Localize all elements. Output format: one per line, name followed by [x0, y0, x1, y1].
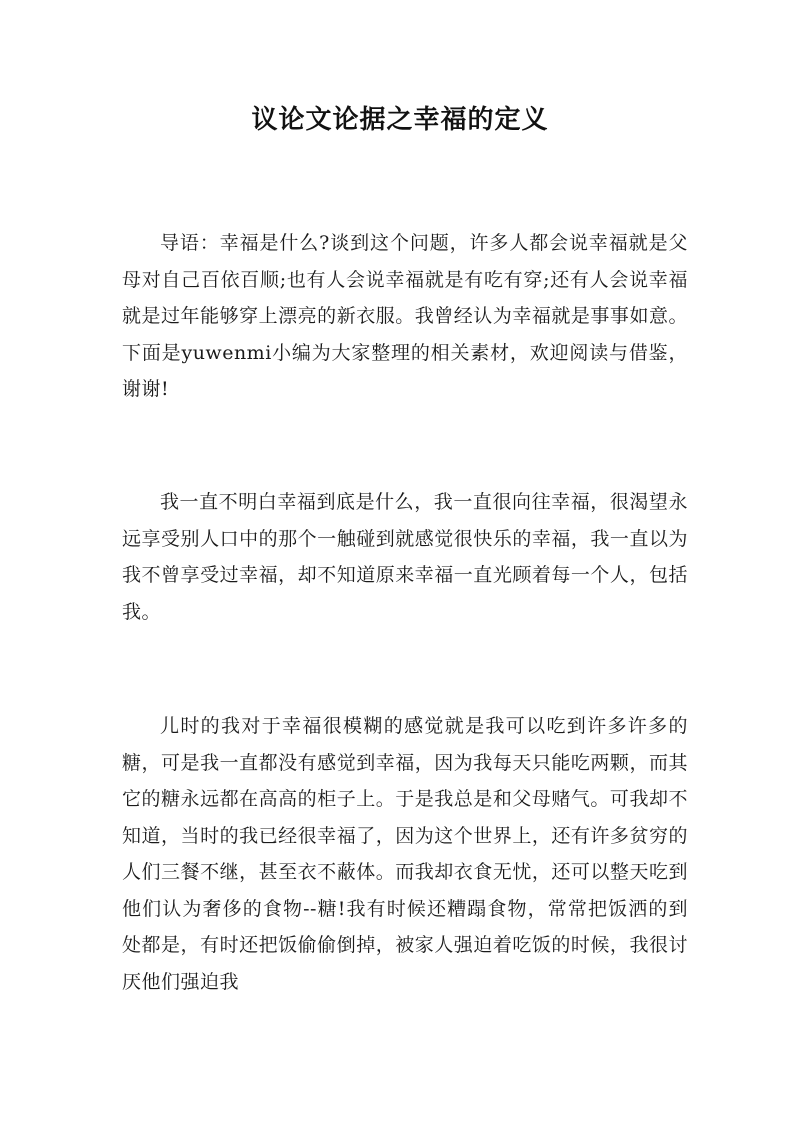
paragraph-2: 我一直不明白幸福到底是什么，我一直很向往幸福，很渴望永远享受别人口中的那个一触碰到就感觉很快乐的幸福，我一直以为我不曾享受过幸福，却不知道原来幸福一直光顾着每一个人，包括我。 [122, 491, 688, 623]
paragraph-intro: 导语：幸福是什么?谈到这个问题，许多人都会说幸福就是父母对自己百依百顺;也有人会说幸福就是有吃有穿;还有人会说幸福就是过年能够穿上漂亮的新衣服。我曾经认为幸福就是事事如意。下面是yuwenmi小编为大家整理的相关素材，欢迎阅读与借鉴，谢谢! [122, 232, 688, 400]
document-title: 议论文论据之幸福的定义 [251, 105, 549, 135]
paragraph-3: 儿时的我对于幸福很模糊的感觉就是我可以吃到许多许多的糖，可是我一直都没有感觉到幸福，因为我每天只能吃两颗，而其它的糖永远都在高高的柜子上。于是我总是和父母赌气。可我却不知道，当时的我已经很幸福了，因为这个世界上，还有许多贫穷的人们三餐不继，甚至衣不蔽体。而我却衣食无忧，还可以整天吃到他们认为奢侈的食物--糖!我有时候还糟蹋食物，常常把饭洒的到处都是，有时还把饭偷偷倒掉，被家人强迫着吃饭的时候，我很讨厌他们强迫我 [122, 715, 688, 993]
